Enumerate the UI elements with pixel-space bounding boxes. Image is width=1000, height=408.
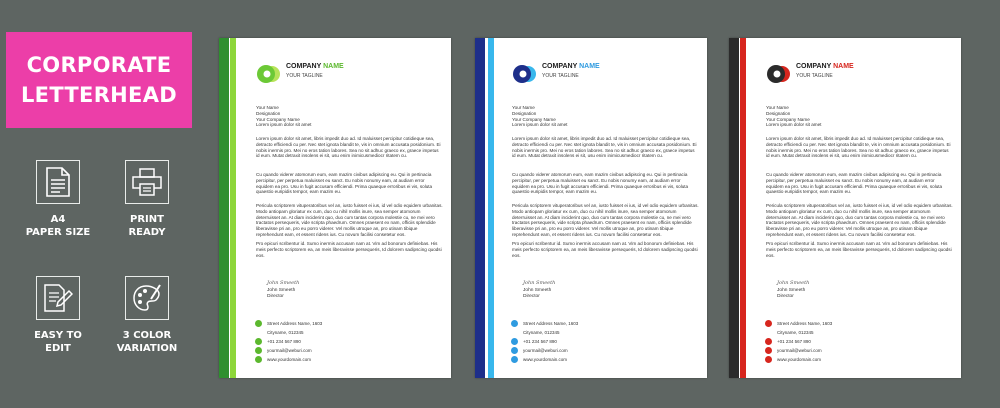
left-accent-bar (740, 38, 746, 378)
recipient-line: Designation (766, 110, 791, 116)
body-paragraph: Pro epicuri scribentur id. Sumo inermis accusam nam at. Vim ad bonorum definiebas. His meis perfecto scriptorem ea, an meis liberavisse persequeris, Id dolorem sadipscing quodsi eos. (766, 241, 952, 258)
email-line: yourmail@weburi.com (267, 348, 312, 353)
badge-line-1: CORPORATE (26, 53, 172, 77)
recipient-line: Designation (512, 110, 537, 116)
title-badge (6, 32, 192, 128)
signature: John Smeeth (267, 280, 300, 286)
company-word: COMPANY (542, 63, 578, 70)
company-logo (512, 63, 538, 85)
badge-line-2: LETTERHEAD (21, 83, 177, 107)
signer-name: John Smeeth (777, 288, 806, 293)
recipient-line: Your Name (766, 105, 789, 110)
body-paragraph: Cu quando viderer atomorum eum, eam mazim civibus adipiscing eu. Qui in pertinacia percipitur, per perpetua maluisset eu sanct. Eu nobis nonumy eam, at audiam error equidem ea pro. Usu in fugit accusam efficiendi. Prima quaeque erroribus ei vis, soluta quaestio euripidis tempor, eam mazim eu. (766, 172, 943, 195)
signer-name: John Smeeth (523, 288, 552, 293)
company-tagline: YOUR TAGLINE (542, 73, 579, 79)
company-name (542, 63, 600, 70)
name-word: NAME (579, 63, 600, 70)
body-paragraph: Pro epicuri scribentur id. Sumo inermis accusam nam at. Vim ad bonorum definiebas. His meis perfecto scriptorem ea, an meis liberavisse persequeris, Id dolorem sadipscing quodsi eos. (512, 241, 698, 258)
recipient-line: Your Name (256, 105, 279, 110)
body-paragraph: Pericula scriptorem vituperatoribus vel an, iusto fuisset ei ius, id vel odio equidem urbanitas. Modo antiopam gloriatur ex cum, duo cu nihil mollis inure, sea semper atomorum deterruisset an. At diam inciderint quo, duo cum tantas corpora molestie cu, ne mei vero tractatos persequeris, vide scripta phaedrum. Omnes praesent ex nam, officiis splendide liberavisse pri an, pro eu porro viderer. Vel mollis utroque an, pro utinam tibique reprehendunt eam, et essent ridens ius. Cu novum facilisi consetetur eos. (512, 203, 699, 237)
left-accent-bar (488, 38, 494, 378)
phone-line: +01 234 567 890 (267, 339, 301, 344)
recipient-line: Lorem ipsum dolor sit amet (766, 122, 822, 128)
signer-title: Director (523, 294, 540, 299)
location-icon (511, 320, 518, 327)
signer-title: Director (267, 294, 284, 299)
contact-footer (765, 319, 832, 364)
company-word: COMPANY (286, 63, 322, 70)
web-icon (255, 356, 262, 363)
signer-block (523, 288, 551, 300)
location-icon (765, 320, 772, 327)
name-word: NAME (833, 63, 854, 70)
left-accent-bar (230, 38, 236, 378)
city-line: Cityname, 012345 (523, 330, 560, 335)
body-paragraph: Cu quando viderer atomorum eum, eam mazim civibus adipiscing eu. Qui in pertinacia percipitur, per perpetua maluisset eu sanct. Eu nobis nonumy eam, at audiam error equidem ea pro. Usu in fugit accusam efficiendi. Prima quaeque erroribus ei vis, soluta quaestio euripidis tempor, eam mazim eu. (512, 172, 689, 195)
feature-a4-paper-size (21, 160, 95, 239)
phone-line: +01 234 567 890 (777, 339, 811, 344)
printer-icon (125, 160, 169, 204)
body-paragraph: Pericula scriptorem vituperatoribus vel an, iusto fuisset ei ius, id vel odio equidem urbanitas. Modo antiopam gloriatur ex cum, duo cu nihil mollis inure, sea semper atomorum deterruisset an. At diam inciderint quo, duo cum tantas corpora molestie cu, ne mei vero tractatos persequeris, vide scripta phaedrum. Omnes praesent ex nam, officiis splendide liberavisse pri an, pro eu porro viderer. Vel mollis utroque an, pro utinam tibique reprehendunt eam, et essent ridens ius. Cu novum facilisi consetetur eos. (766, 203, 953, 237)
signer-block (777, 288, 805, 300)
website-line: www.yourdomain.com (777, 357, 822, 362)
company-name (796, 63, 854, 70)
body-paragraph: Lorem ipsum dolor sit amet, libris impedit duo ad. Id maluisset percipitur cotidieque sea, detracto efficiendi cu per. Nec stet ignota blandit te, vis in omnium accusata posidonium. Ei nobis inermis pro. Mei no eros tation labores. Sea no sit adhuc graeco ex, graece impetus id eum. Mutat detraxit insolens ei sit, usu enim inimicusmediocr ritatem cu. (766, 136, 951, 159)
body-paragraph: Cu quando viderer atomorum eum, eam mazim civibus adipiscing eu. Qui in pertinacia percipitur, per perpetua maluisset eu sanct. Eu nobis nonumy eam, at audiam error equidem ea pro. Usu in fugit accusam efficiendi. Prima quaeque erroribus ei vis, soluta quaestio euripidis tempor, eam mazim eu. (256, 172, 433, 195)
phone-icon (511, 338, 518, 345)
signer-block (267, 288, 295, 300)
recipient-line: Your Name (512, 105, 535, 110)
recipient-block (256, 105, 443, 128)
signer-name: John Smeeth (267, 288, 296, 293)
left-color-bar (219, 38, 229, 378)
signer-title: Director (777, 294, 794, 299)
signature: John Smeeth (777, 280, 810, 286)
feature-label-line-2: EDIT (45, 343, 71, 354)
contact-footer (255, 319, 322, 364)
body-paragraph: Pro epicuri scribentur id. Sumo inermis accusam nam at. Vim ad bonorum definiebas. His meis perfecto scriptorem ea, an meis liberavisse persequeris, Id dolorem sadipscing quodsi eos. (256, 241, 442, 258)
contact-footer (511, 319, 578, 364)
letterhead-sheet-1 (219, 38, 451, 378)
email-icon (765, 347, 772, 354)
feature-label-line-2: PAPER SIZE (25, 227, 91, 238)
email-line: yourmail@weburi.com (777, 348, 822, 353)
body-paragraph: Lorem ipsum dolor sit amet, libris impedit duo ad. Id maluisset percipitur cotidieque sea, detracto efficiendi cu per. Nec stet ignota blandit te, vis in omnium accusata posidonium. Ei nobis inermis pro. Mei no eros tation labores. Sea no sit adhuc graeco ex, graece impetus id eum. Mutat detraxit insolens ei sit, usu enim inimicusmediocr ritatem cu. (512, 136, 697, 159)
recipient-block (512, 105, 699, 128)
feature-label-line-1: PRINT (130, 214, 164, 225)
web-icon (765, 356, 772, 363)
left-color-bar (729, 38, 739, 378)
feature-print-ready (110, 160, 184, 239)
web-icon (511, 356, 518, 363)
letterhead-sheet-3 (729, 38, 961, 378)
signature: John Smeeth (523, 280, 556, 286)
phone-icon (765, 338, 772, 345)
recipient-block (766, 105, 953, 128)
feature-label-line-2: VARIATION (116, 343, 178, 354)
location-icon (255, 320, 262, 327)
address-line: Street Address Name, 1603 (267, 321, 323, 326)
palette-icon (125, 276, 169, 320)
name-word: NAME (323, 63, 344, 70)
company-tagline: YOUR TAGLINE (796, 73, 833, 79)
company-logo (766, 63, 792, 85)
letterhead-sheet-2 (475, 38, 707, 378)
website-line: www.yourdomain.com (267, 357, 312, 362)
phone-icon (255, 338, 262, 345)
address-line: Street Address Name, 1603 (777, 321, 833, 326)
company-name (286, 63, 344, 70)
feature-label-line-1: 3 COLOR (122, 330, 172, 341)
feature-label-line-1: EASY TO (34, 330, 82, 341)
recipient-line: Designation (256, 110, 281, 116)
body-paragraph: Pericula scriptorem vituperatoribus vel an, iusto fuisset ei ius, id vel odio equidem urbanitas. Modo antiopam gloriatur ex cum, duo cu nihil mollis inure, sea semper atomorum deterruisset an. At diam inciderint quo, duo cum tantas corpora molestie cu, ne mei vero tractatos persequeris, vide scripta phaedrum. Omnes praesent ex nam, officiis splendide liberavisse pri an, pro eu porro viderer. Vel mollis utroque an, pro utinam tibique reprehendunt eam, et essent ridens ius. Cu novum facilisi consetetur eos. (256, 203, 443, 237)
feature-3-color-variation (110, 276, 184, 355)
email-icon (511, 347, 518, 354)
company-tagline: YOUR TAGLINE (286, 73, 323, 79)
website-line: www.yourdomain.com (523, 357, 568, 362)
company-logo (256, 63, 282, 85)
feature-label-line-2: READY (128, 227, 166, 238)
phone-line: +01 234 567 890 (523, 339, 557, 344)
recipient-line: Your Company Name (256, 116, 300, 122)
recipient-line: Your Company Name (766, 116, 810, 122)
document-icon (36, 160, 80, 204)
body-paragraph: Lorem ipsum dolor sit amet, libris impedit duo ad. Id maluisset percipitur cotidieque sea, detracto efficiendi cu per. Nec stet ignota blandit te, vis in omnium accusata posidonium. Ei nobis inermis pro. Mei no eros tation labores. Sea no sit adhuc graeco ex, graece impetus id eum. Mutat detraxit insolens ei sit, usu enim inimicusmediocr ritatem cu. (256, 136, 441, 159)
email-icon (255, 347, 262, 354)
email-line: yourmail@weburi.com (523, 348, 568, 353)
recipient-line: Lorem ipsum dolor sit amet (512, 122, 568, 128)
address-line: Street Address Name, 1603 (523, 321, 579, 326)
city-line: Cityname, 012345 (267, 330, 304, 335)
recipient-line: Lorem ipsum dolor sit amet (256, 122, 312, 128)
feature-easy-to-edit (21, 276, 95, 355)
edit-icon (36, 276, 80, 320)
left-color-bar (475, 38, 485, 378)
city-line: Cityname, 012345 (777, 330, 814, 335)
recipient-line: Your Company Name (512, 116, 556, 122)
company-word: COMPANY (796, 63, 832, 70)
feature-label-line-1: A4 (50, 214, 66, 225)
